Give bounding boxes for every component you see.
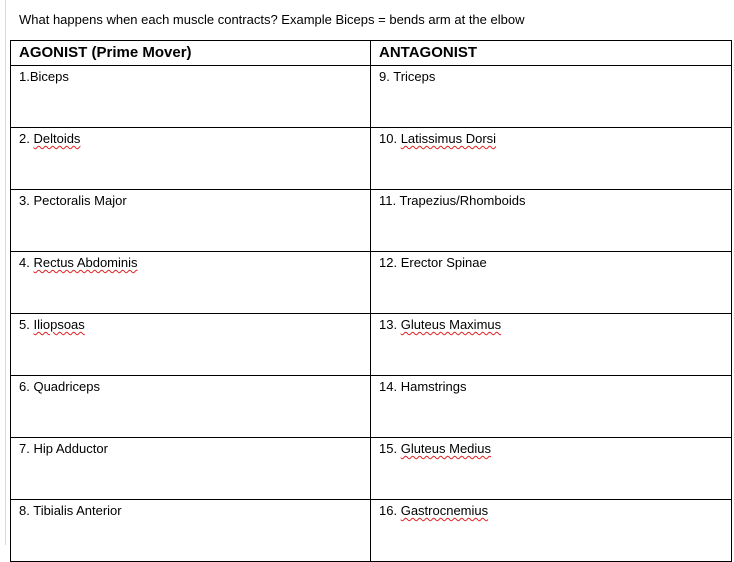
muscle-name: Gastrocnemius xyxy=(400,503,489,518)
agonist-cell[interactable] xyxy=(11,128,371,190)
header-row xyxy=(11,41,732,66)
instruction-text: What happens when each muscle contracts? Example Biceps = bends arm at the elbow xyxy=(19,12,525,27)
antagonist-cell[interactable] xyxy=(371,66,732,128)
item-number: 6. xyxy=(19,379,30,394)
item-number: 8. xyxy=(19,503,30,518)
muscle-name: Biceps xyxy=(29,69,69,84)
agonist-cell[interactable] xyxy=(11,252,371,314)
table-row xyxy=(11,314,732,376)
agonist-cell[interactable] xyxy=(11,314,371,376)
muscle-name: Triceps xyxy=(393,69,436,84)
muscle-name: Rectus Abdominis xyxy=(33,255,138,270)
item-number: 16. xyxy=(379,503,398,518)
item-number: 12. xyxy=(379,255,398,270)
table-row xyxy=(11,66,732,128)
agonist-cell[interactable] xyxy=(11,66,371,128)
agonist-cell[interactable] xyxy=(11,500,371,562)
muscle-name: Gluteus Medius xyxy=(400,441,492,456)
muscle-name: Trapezius/Rhomboids xyxy=(399,193,526,208)
item-number: 11. xyxy=(379,193,397,208)
antagonist-cell[interactable] xyxy=(371,500,732,562)
antagonist-cell[interactable] xyxy=(371,128,732,190)
item-number: 15. xyxy=(379,441,398,456)
table-row xyxy=(11,438,732,500)
agonist-cell[interactable] xyxy=(11,438,371,500)
table-row xyxy=(11,128,732,190)
item-number: 1. xyxy=(19,69,30,84)
item-number: 2. xyxy=(19,131,30,146)
antagonist-cell[interactable] xyxy=(371,376,732,438)
muscle-name: Erector Spinae xyxy=(400,255,487,270)
item-number: 13. xyxy=(379,317,398,332)
muscle-name: Deltoids xyxy=(33,131,81,146)
table-row xyxy=(11,252,732,314)
muscle-name: Quadriceps xyxy=(33,379,100,394)
muscle-name: Iliopsoas xyxy=(33,317,85,332)
item-number: 9. xyxy=(379,69,390,84)
table-row xyxy=(11,190,732,252)
antagonist-cell[interactable] xyxy=(371,252,732,314)
header-antagonist: ANTAGONIST xyxy=(371,41,732,66)
item-number: 3. xyxy=(19,193,30,208)
muscle-name: Hamstrings xyxy=(400,379,467,394)
antagonist-cell[interactable] xyxy=(371,314,732,376)
muscle-name: Tibialis Anterior xyxy=(33,503,122,518)
agonist-cell[interactable] xyxy=(11,376,371,438)
table-row xyxy=(11,376,732,438)
agonist-cell[interactable] xyxy=(11,190,371,252)
muscle-name: Gluteus Maximus xyxy=(400,317,502,332)
item-number: 14. xyxy=(379,379,398,394)
table-row xyxy=(11,500,732,562)
item-number: 5. xyxy=(19,317,30,332)
muscle-table xyxy=(10,40,732,562)
page-margin-rule xyxy=(5,0,6,545)
item-number: 7. xyxy=(19,441,30,456)
item-number: 4. xyxy=(19,255,30,270)
muscle-name: Latissimus Dorsi xyxy=(400,131,497,146)
header-agonist: AGONIST (Prime Mover) xyxy=(11,41,371,66)
muscle-name: Hip Adductor xyxy=(33,441,108,456)
item-number: 10. xyxy=(379,131,398,146)
muscle-name: Pectoralis Major xyxy=(33,193,127,208)
antagonist-cell[interactable] xyxy=(371,438,732,500)
antagonist-cell[interactable] xyxy=(371,190,732,252)
